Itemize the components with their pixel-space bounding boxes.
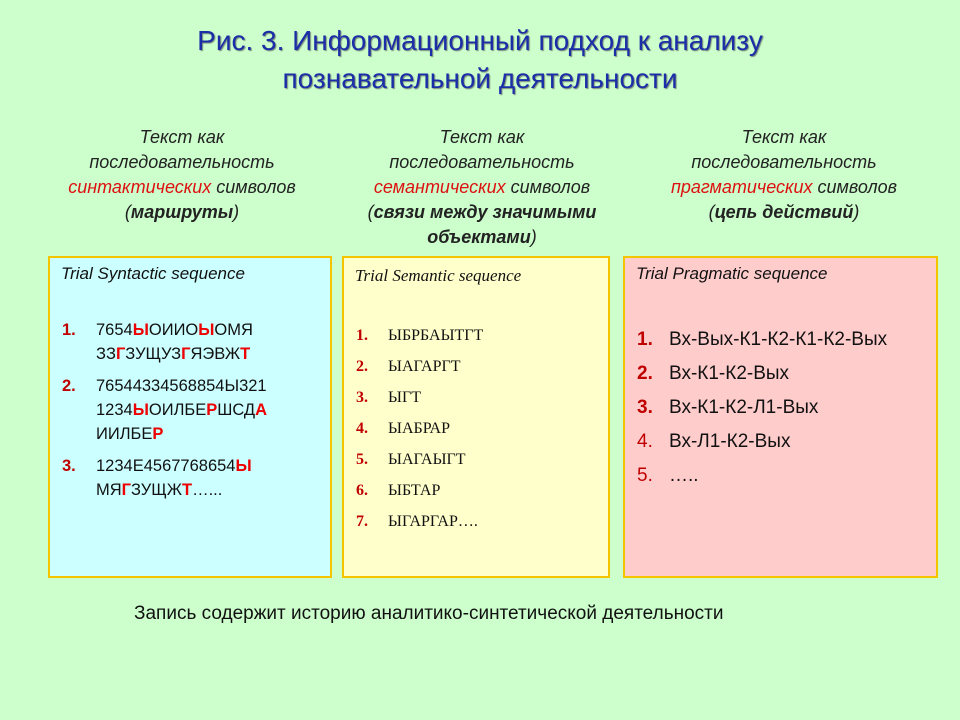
highlighted-symbol: Г — [181, 345, 191, 363]
item-text: ЫБТАР — [388, 482, 441, 499]
list-item — [637, 394, 932, 422]
header-line: последовательность — [89, 152, 275, 172]
list-item — [356, 382, 483, 413]
item-number: 5. — [356, 451, 368, 468]
list-item — [356, 506, 483, 537]
symbol-run: ОИИО — [148, 321, 199, 339]
item-text — [96, 318, 327, 366]
header-line — [32, 200, 332, 225]
paren: ) — [530, 227, 537, 247]
highlighted-symbol: Т — [182, 481, 193, 499]
list-item — [62, 454, 327, 502]
item-number: 3. — [62, 457, 76, 475]
item-text: ЫАГАЫГТ — [388, 451, 466, 468]
symbol-run: ИИЛБЕ — [96, 425, 153, 443]
header-text: символов — [812, 177, 898, 197]
item-number: 3. — [637, 397, 653, 418]
highlighted-symbol: Т — [240, 345, 251, 363]
item-number: 5. — [637, 465, 653, 486]
syntactic-list — [62, 318, 327, 510]
item-number: 3. — [356, 389, 368, 406]
title-line-2: познавательной деятельности — [282, 63, 678, 94]
item-text — [96, 454, 327, 502]
highlighted-symbol: Ы — [132, 401, 149, 419]
list-item — [356, 444, 483, 475]
item-text: ЫАБРАР — [388, 420, 450, 437]
item-text: ЫГАРГАР…. — [388, 513, 478, 530]
paren: ) — [233, 202, 240, 222]
item-text — [96, 374, 327, 446]
header-red-word: синтактических — [68, 177, 212, 197]
item-text: Вх-Л1-К2-Вых — [669, 431, 791, 452]
list-item — [637, 360, 932, 388]
column-header-pragmatic — [634, 125, 934, 225]
symbol-run: ЯЭВЖ — [190, 345, 241, 363]
header-line — [634, 200, 934, 225]
page-title — [0, 22, 960, 98]
item-text: Вх-К1-К2-Вых — [669, 363, 790, 384]
item-number: 1. — [62, 321, 76, 339]
list-item — [62, 374, 327, 446]
highlighted-symbol: Ы — [132, 321, 149, 339]
pragmatic-sequence-box — [623, 256, 938, 578]
header-line: Текст как — [741, 127, 827, 147]
column-header-syntactic — [32, 125, 332, 225]
item-number: 1. — [356, 327, 368, 344]
item-number: 6. — [356, 482, 368, 499]
item-text: ЫАГАРГТ — [388, 358, 461, 375]
list-item — [637, 462, 932, 490]
semantic-sequence-box — [342, 256, 610, 578]
header-text: символов — [211, 177, 296, 197]
highlighted-symbol: Ы — [198, 321, 215, 339]
header-line — [32, 175, 332, 200]
paren: ( — [124, 202, 131, 222]
header-text: символов — [505, 177, 591, 197]
highlighted-symbol: Р — [206, 401, 218, 419]
list-item — [637, 428, 932, 456]
header-line — [634, 175, 934, 200]
list-item — [356, 413, 483, 444]
header-bold: маршруты — [130, 202, 234, 222]
item-number: 2. — [356, 358, 368, 375]
header-red-word: прагматических — [670, 177, 813, 197]
list-item — [356, 351, 483, 382]
highlighted-symbol: А — [255, 401, 268, 419]
symbol-run: МЯ — [96, 481, 122, 499]
item-number: 7. — [356, 513, 368, 530]
symbol-run: ШСД — [217, 401, 256, 419]
item-number: 4. — [356, 420, 368, 437]
paren: ) — [853, 202, 860, 222]
footer-caption: Запись содержит историю аналитико-синтетической деятельности — [134, 603, 724, 624]
header-line — [330, 200, 634, 250]
highlighted-symbol: Г — [121, 481, 132, 499]
symbol-run: ОМЯ ЗЗ — [96, 321, 253, 363]
item-number: 4. — [637, 431, 653, 452]
symbol-run: ЗУЩУЗ — [125, 345, 182, 363]
symbol-run: 7654 — [96, 321, 133, 339]
header-line: Текст как — [139, 127, 225, 147]
header-bold: связи между значимыми объектами — [373, 202, 597, 247]
header-line — [330, 175, 634, 200]
symbol-run: 1234Е4567768654 — [96, 457, 236, 475]
item-number: 2. — [637, 363, 653, 384]
symbol-run: ЗУЩЖ — [131, 481, 182, 499]
item-number: 2. — [62, 377, 76, 395]
list-item — [637, 326, 932, 354]
item-text: ЫГТ — [388, 389, 421, 406]
list-item — [356, 475, 483, 506]
box-heading: Trial Semantic sequence — [355, 266, 522, 285]
item-text: Вх-К1-К2-Л1-Вых — [669, 397, 819, 418]
header-line: последовательность — [389, 152, 575, 172]
highlighted-symbol: Ы — [235, 457, 252, 475]
item-text: ….. — [669, 465, 699, 486]
list-item — [356, 320, 483, 351]
symbol-run: …... — [192, 481, 223, 499]
header-red-word: семантических — [373, 177, 506, 197]
paren: ( — [367, 202, 374, 222]
header-bold: цепь действий — [714, 202, 854, 222]
header-line: Текст как — [439, 127, 525, 147]
box-heading: Trial Syntactic sequence — [61, 264, 245, 283]
list-item — [62, 318, 327, 366]
highlighted-symbol: Р — [152, 425, 164, 443]
paren: ( — [708, 202, 715, 222]
item-number: 1. — [637, 329, 653, 350]
column-header-semantic — [330, 125, 634, 250]
highlighted-symbol: Г — [115, 345, 126, 363]
semantic-list — [356, 320, 483, 537]
header-line: последовательность — [691, 152, 877, 172]
symbol-run: ОИЛБЕ — [148, 401, 207, 419]
item-text: Вх-Вых-К1-К2-К1-К2-Вых — [669, 329, 888, 350]
symbol-run: 76544334568854Ы321 1234 — [96, 377, 267, 419]
item-text: ЫБРБАЫТГТ — [388, 327, 484, 344]
pragmatic-list — [637, 326, 932, 496]
box-heading: Trial Pragmatic sequence — [636, 264, 828, 283]
syntactic-sequence-box — [48, 256, 332, 578]
title-line-1: Рис. 3. Информационный подход к анализу — [197, 25, 763, 56]
